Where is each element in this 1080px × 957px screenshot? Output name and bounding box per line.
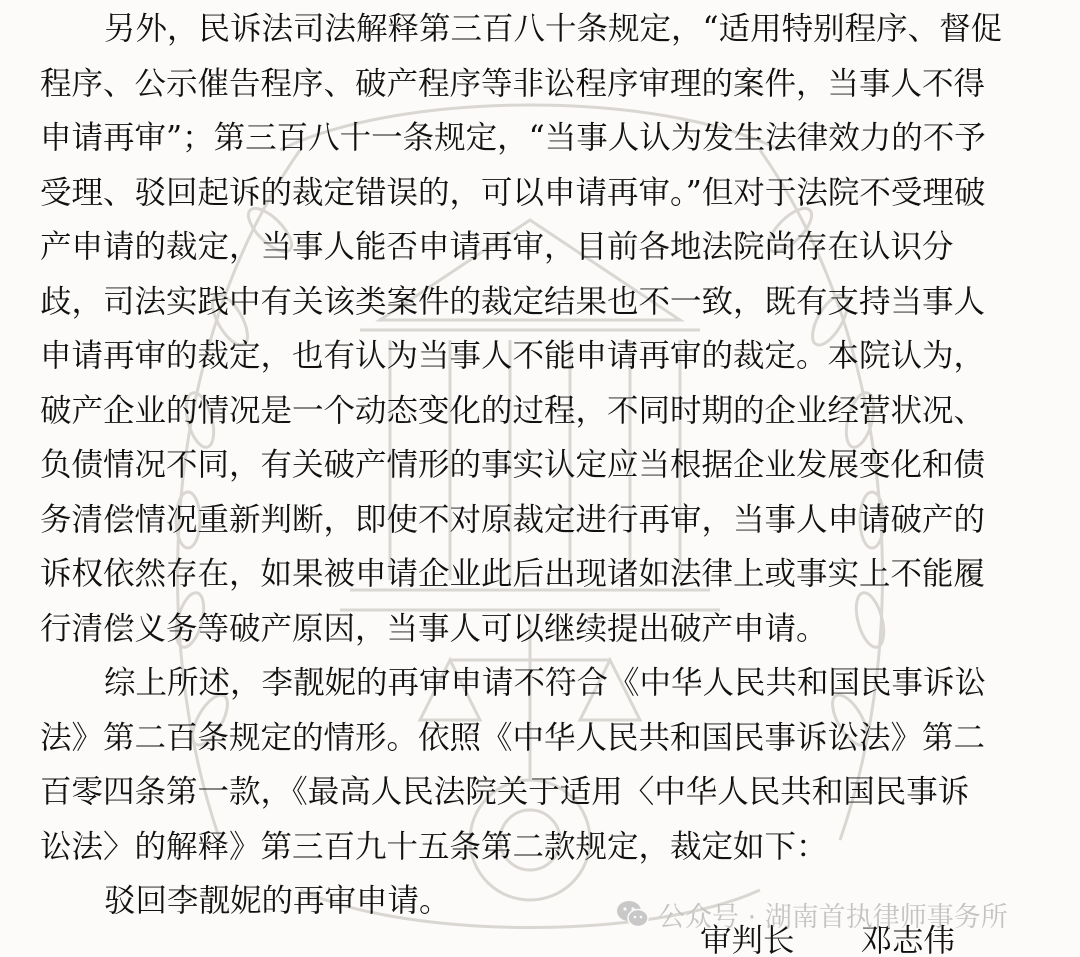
text-line: 负债情况不同，有关破产情形的事实认定应当根据企业发展变化和债 — [40, 447, 986, 483]
text-line: 歧，司法实践中有关该类案件的裁定结果也不一致，既有支持当事人 — [40, 283, 986, 320]
watermark-text: 公众号 · 湖南首执律师事务所 — [658, 901, 1008, 933]
text-line: 百零四条第一款，《最高人民法院关于适用〈中华人民共和国民事诉 — [40, 774, 970, 810]
text-line: 诉权依然存在，如果被申请企业此后出现诸如法律上或事实上不能履 — [40, 556, 986, 592]
text-line: 综上所述，李靓妮的再审申请不符合《中华人民共和国民事诉讼 — [104, 665, 987, 701]
signature-role: 审判长 — [700, 923, 795, 957]
text-line: 申请再审”；第三百八十一条规定，“当事人认为发生法律效力的不予 — [40, 120, 986, 156]
text-line: 破产企业的情况是一个动态变化的过程，不同时期的企业经营状况、 — [40, 392, 986, 429]
text-line: 程序、公示催告程序、破产程序等非讼程序审理的案件，当事人不得 — [40, 65, 986, 102]
text-line: 行清偿义务等破产原因，当事人可以继续提出破产申请。 — [40, 610, 828, 647]
text-line: 申请再审的裁定，也有认为当事人不能申请再审的裁定。本院认为， — [40, 338, 986, 374]
text-line: 受理、驳回起诉的裁定错误的，可以申请再审。”但对于法院不受理破 — [40, 174, 986, 211]
text-line: 驳回李靓妮的再审申请。 — [104, 883, 451, 919]
text-line: 另外，民诉法司法解释第三百八十条规定，“适用特别程序、督促 — [104, 11, 1003, 47]
signature-name: 邓志伟 — [860, 923, 956, 957]
text-line: 讼法〉的解释》第三百九十五条第二款规定，裁定如下： — [40, 828, 828, 865]
text-line: 法》第二百条规定的情形。依照《中华人民共和国民事诉讼法》第二 — [40, 719, 986, 756]
document-body — [40, 2, 1050, 929]
wechat-watermark — [616, 890, 1008, 938]
wechat-icon — [616, 899, 650, 929]
text-line: 务清偿情况重新判断，即使不对原裁定进行再审，当事人申请破产的 — [40, 501, 986, 538]
text-line: 产申请的裁定，当事人能否申请再审，目前各地法院尚存在认识分 — [40, 229, 954, 265]
